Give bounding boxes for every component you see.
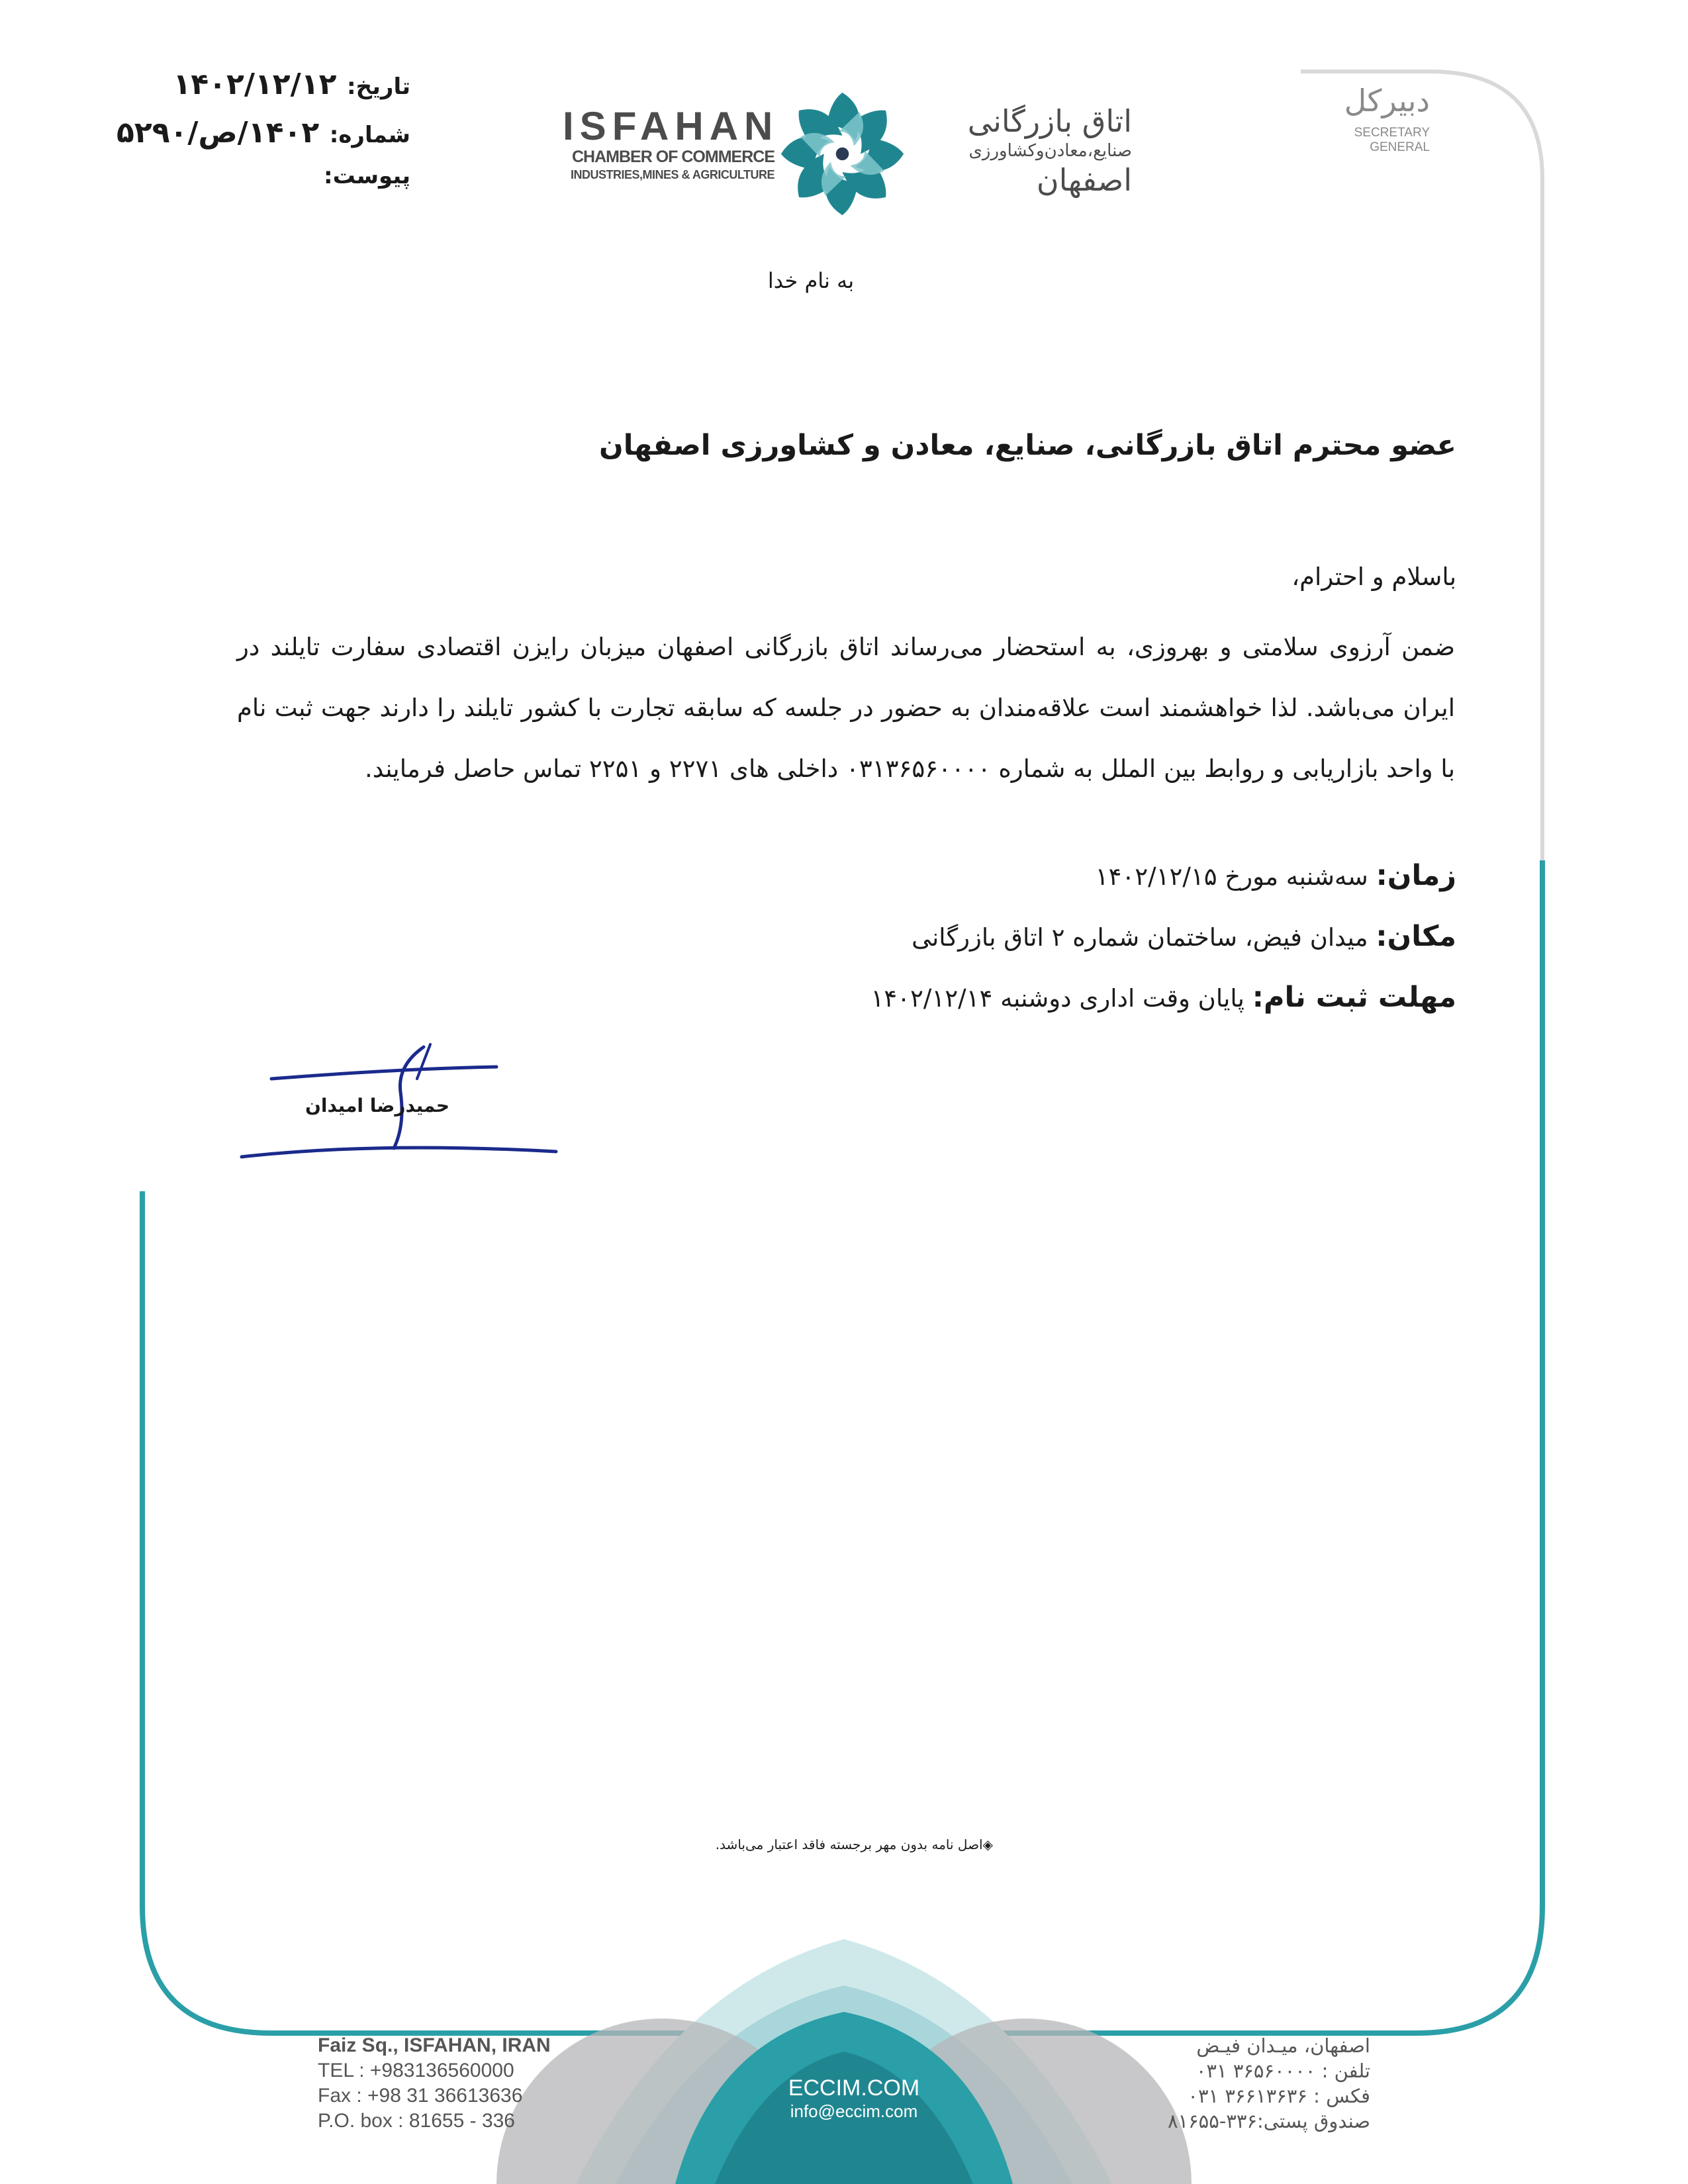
footer-en-tel: TEL : +983136560000 bbox=[318, 2060, 514, 2081]
footer-en-pobox: P.O. box : 81655 - 336 bbox=[318, 2110, 515, 2132]
logo-english bbox=[563, 104, 779, 183]
footer-en-address: Faiz Sq., ISFAHAN, IRAN bbox=[318, 2034, 551, 2056]
secretary-general-en: SECRETARY GENERAL bbox=[1354, 126, 1430, 154]
place-value: میدان فیض، ساختمان شماره ۲ اتاق بازرگانی bbox=[912, 923, 1376, 952]
time-value: سه‌شنبه مورخ ۱۴۰۲/۱۲/۱۵ bbox=[1095, 862, 1376, 891]
body-paragraph: ضمن آرزوی سلامتی و بهروزی، به استحضار می‌رساند اتاق بازرگانی اصفهان میزبان رایزن اقتصادی سفارت تایلند در ایران می‌باشد. لذا خواهشمند است علاقه‌مندان به حضور در جلسه که سابقه تجارت با کشور تایلند را دارند جهت ثبت نام با واحد بازاریابی و روابط بین الملل به شماره ۰۳۱۳۶۵۶۰۰۰۰ داخلی های ۲۲۷۱ و ۲۲۵۱ تماس حاصل فرمایند. bbox=[237, 633, 1455, 783]
logo-en-line1: ISFAHAN bbox=[563, 104, 779, 148]
footer-petal-graphic bbox=[496, 1939, 1192, 2184]
number-row bbox=[116, 116, 410, 150]
footer-en-fax: Fax : +98 31 36613636 bbox=[318, 2085, 523, 2107]
footer-website[interactable]: ECCIM.COM bbox=[788, 2075, 920, 2101]
number-label: شماره: bbox=[329, 122, 410, 148]
validity-note: ◈اصل نامه بدون مهر برجسته فاقد اعتبار می‌باشد. bbox=[715, 1837, 993, 1852]
attachment-label: پیوست: bbox=[324, 163, 410, 189]
logo-en-line2: CHAMBER OF COMMERCE bbox=[572, 148, 774, 166]
place-row bbox=[596, 920, 1456, 953]
logo-fa-line1: اتاق بازرگانی bbox=[967, 103, 1132, 139]
logo-en-line3: INDUSTRIES,MINES & AGRICULTURE bbox=[570, 168, 774, 181]
footer-fa-pobox: صندوق پستی:۳۳۶-۸۱۶۵۵ bbox=[1167, 2110, 1370, 2132]
logo-fa-line3: اصفهان bbox=[1036, 162, 1132, 198]
footer-contact-fa bbox=[1092, 2033, 1370, 2134]
date-label: تاریخ: bbox=[347, 73, 410, 100]
basmala: به نام خدا bbox=[767, 268, 855, 293]
place-label: مکان: bbox=[1376, 920, 1456, 953]
time-row bbox=[596, 859, 1456, 892]
footer-fa-tel: تلفن : ۳۶۵۶۰۰۰۰ ۰۳۱ bbox=[1196, 2060, 1370, 2082]
date-row bbox=[159, 68, 410, 101]
signer-name: حمیدرضا امیدان bbox=[305, 1095, 450, 1116]
deadline-row bbox=[596, 981, 1456, 1014]
secretary-general-fa: دبیرکل bbox=[1344, 83, 1430, 118]
chamber-logo-icon bbox=[778, 89, 907, 218]
footer-contact-en bbox=[318, 2033, 596, 2134]
deadline-value: پایان وقت اداری دوشنبه ۱۴۰۲/۱۲/۱۴ bbox=[870, 984, 1252, 1013]
footer-email[interactable]: info@eccim.com bbox=[790, 2101, 918, 2121]
attachment-row bbox=[159, 163, 410, 189]
number-value: ۱۴۰۲/ص/۵۲۹۰ bbox=[116, 116, 320, 150]
deadline-label: مهلت ثبت نام: bbox=[1252, 981, 1456, 1014]
logo-fa-line2: صنایع،معادن‌وکشاورزی bbox=[968, 141, 1132, 161]
addressee: عضو محترم اتاق بازرگانی، صنایع، معادن و کشاورزی اصفهان bbox=[599, 429, 1456, 462]
footer-fa-address: اصفهان، میـدان فیـض bbox=[1196, 2034, 1370, 2057]
time-label: زمان: bbox=[1376, 859, 1456, 892]
date-value: ۱۴۰۲/۱۲/۱۲ bbox=[173, 68, 337, 101]
greeting: باسلام و احترام، bbox=[1291, 563, 1456, 591]
logo-persian bbox=[914, 103, 1132, 198]
footer-fa-fax: فکس : ۳۶۶۱۳۶۳۶ ۰۳۱ bbox=[1188, 2085, 1370, 2107]
footer-web bbox=[728, 2075, 980, 2121]
